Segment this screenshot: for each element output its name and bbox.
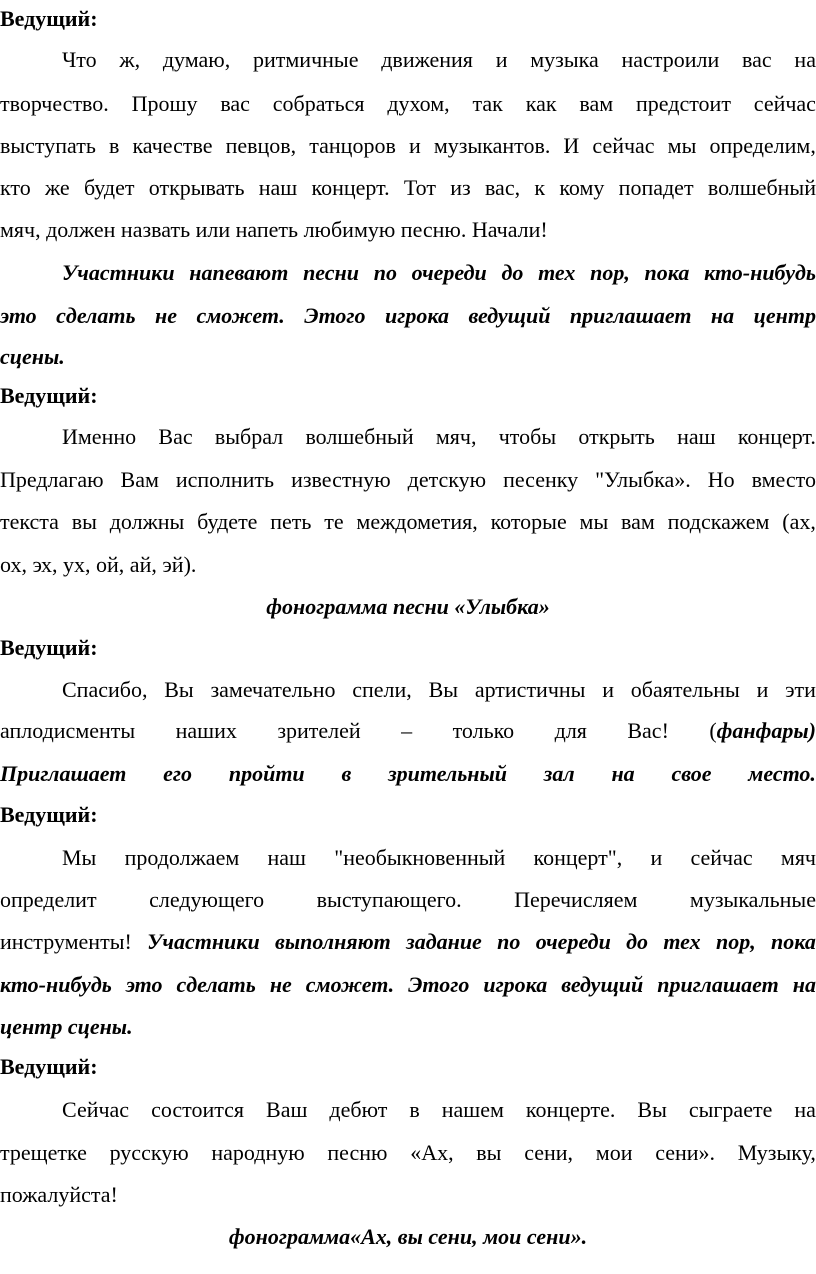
paragraph-line: Именно Вас выбрал волшебный мяч, чтобы открыть наш концерт.	[62, 424, 816, 449]
stage-direction-line: кто-нибудь это сделать не сможет. Этого игрока ведущий приглашает на	[0, 972, 816, 997]
paragraph-line: Что ж, думаю, ритмичные движения и музыка настроили вас на	[62, 47, 816, 72]
paragraph-line: определит следующего выступающего. Перечисляем музыкальные	[0, 887, 816, 912]
paragraph-line: Мы продолжаем наш "необыкновенный концерт", и сейчас мяч	[62, 845, 816, 870]
stage-direction-line: Приглашает его пройти в зрительный зал на свое место.	[0, 761, 816, 786]
paragraph-line: ох, эх, ух, ой, ай, эй).	[0, 552, 197, 577]
stage-direction-line: центр сцены.	[0, 1014, 133, 1039]
paragraph-line: аплодисменты наших зрителей – только для Вас! (фанфары)	[0, 718, 816, 743]
paragraph-line: мяч, должен назвать или напеть любимую песню. Начали!	[0, 217, 548, 242]
speaker-label: Ведущий:	[0, 635, 98, 660]
paragraph-line: трещетке русскую народную песню «Ах, вы сени, мои сени». Музыку,	[0, 1140, 816, 1165]
speaker-label: Ведущий:	[0, 383, 98, 408]
stage-direction-inline: фанфары)	[716, 718, 816, 743]
paragraph-line: инструменты! Участники выполняют задание по очереди до тех пор, пока	[0, 929, 816, 954]
paragraph-line: кто же будет открывать наш концерт. Тот из вас, к кому попадет волшебный	[0, 175, 816, 200]
speaker-label: Ведущий:	[0, 802, 98, 827]
paragraph-line: творчество. Прошу вас собраться духом, так как вам предстоит сейчас	[0, 91, 816, 116]
paragraph-line: Предлагаю Вам исполнить известную детскую песенку "Улыбка». Но вместо	[0, 467, 816, 492]
soundtrack-cue: фонограмма песни «Улыбка»	[266, 594, 550, 619]
speaker-label: Ведущий:	[0, 6, 98, 31]
soundtrack-cue: фонограмма«Ах, вы сени, мои сени».	[228, 1224, 588, 1249]
paragraph-line: текста вы должны будете петь те междометия, которые мы вам подскажем (ах,	[0, 509, 816, 534]
paragraph-line: выступать в качестве певцов, танцоров и музыкантов. И сейчас мы определим,	[0, 133, 816, 158]
paragraph-line: Сейчас состоится Ваш дебют в нашем концерте. Вы сыграете на	[62, 1097, 816, 1122]
stage-direction-line: это сделать не сможет. Этого игрока ведущий приглашает на центр	[0, 303, 816, 328]
speaker-label: Ведущий:	[0, 1054, 98, 1079]
paragraph-line: Спасибо, Вы замечательно спели, Вы артистичны и обаятельны и эти	[62, 677, 816, 702]
paragraph-line: пожалуйста!	[0, 1182, 118, 1207]
stage-direction-line: Участники напевают песни по очереди до тех пор, пока кто-нибудь	[62, 260, 816, 285]
stage-direction-line: сцены.	[0, 344, 65, 369]
